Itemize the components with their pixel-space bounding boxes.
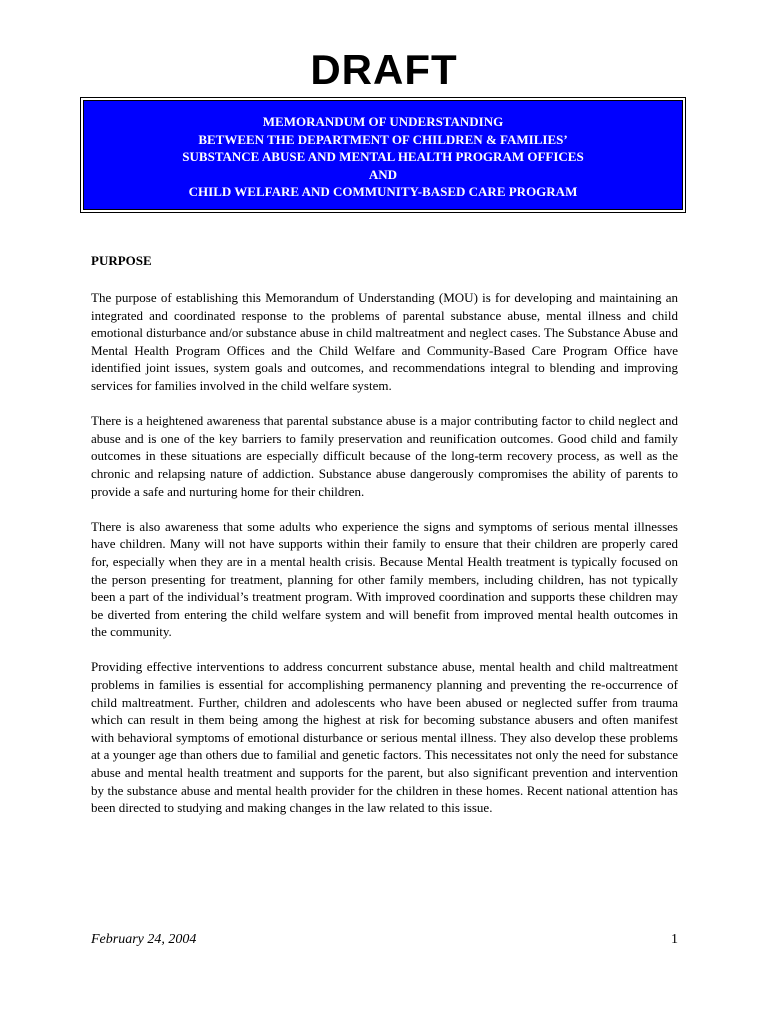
purpose-body bbox=[91, 289, 678, 834]
footer-date: February 24, 2004 bbox=[91, 932, 197, 947]
paragraph-mental-illness-awareness: There is also awareness that some adults who experience the signs and symptoms of serious mental illnesses have children. Many will not have supports within their family to ensure that their children are properly cared for, especially when they are in a mental health crisis. Because Mental Health treatment is typically focused on the person presenting for treatment, planning for other family members, including children, has not typically been a part of the individual’s treatment program. With improved coordination and supports these children may be diverted from entering the child welfare system and will benefit from improved mental health outcomes in the community. bbox=[91, 518, 678, 640]
banner-fill bbox=[83, 100, 683, 210]
banner-line-child-welfare: CHILD WELFARE AND COMMUNITY-BASED CARE PROGRAM bbox=[188, 184, 578, 199]
banner-line-offices: SUBSTANCE ABUSE AND MENTAL HEALTH PROGRAM OFFICES bbox=[182, 149, 584, 164]
footer-page-number: 1 bbox=[671, 932, 678, 947]
memorandum-title-banner bbox=[80, 97, 686, 213]
banner-line-department: BETWEEN THE DEPARTMENT OF CHILDREN & FAMILIES’ bbox=[198, 131, 568, 147]
paragraph-mou-purpose: The purpose of establishing this Memorandum of Understanding (MOU) is for developing and maintaining an integrated and coordinated response to the problems of parental substance abuse, mental illness and child emotional disturbance and/or substance abuse in child maltreatment and neglect cases. The Substance Abuse and Mental Health Program Offices and the Child Welfare and Community-Based Care Program Office have identified joint issues, system goals and outcomes, and recommendations integral to blending and improving services for families involved in the child welfare system. bbox=[91, 290, 678, 393]
draft-watermark-title: DRAFT bbox=[310, 46, 458, 93]
paragraph-substance-abuse-awareness: There is a heightened awareness that parental substance abuse is a major contributing factor to child neglect and abuse and is one of the key barriers to family preservation and reunification outcomes. Good child and family outcomes in these situations are especially difficult because of the long-term recovery process, as well as the chronic and relapsing nature of addiction. Substance abuse dangerously compromises the ability of parents to provide a safe and nurturing home for their children. bbox=[91, 413, 678, 499]
banner-line-memorandum: MEMORANDUM OF UNDERSTANDING bbox=[262, 114, 504, 129]
paragraph-effective-interventions: Providing effective interventions to address concurrent substance abuse, mental health and child maltreatment problems in families is essential for accomplishing permanency planning and preventing the re-occurrence of child maltreatment. Further, children and adolescents who have been abused or neglected suffer from trauma which can result in them being among the highest at risk for becoming substance abusers and often manifest with behavioral symptoms of emotional disturbance or serious mental illness. They also develop these problems at a younger age than others due to familial and genetic factors. This necessitates not only the need for substance abuse and mental health treatment and supports for the parent, but also significant prevention and intervention by the substance abuse and mental health provider for the children in these homes. Recent national attention has been directed to studying and making changes in the law related to this issue. bbox=[91, 659, 678, 816]
section-heading-purpose: PURPOSE bbox=[91, 253, 152, 268]
banner-line-and: AND bbox=[368, 166, 398, 182]
